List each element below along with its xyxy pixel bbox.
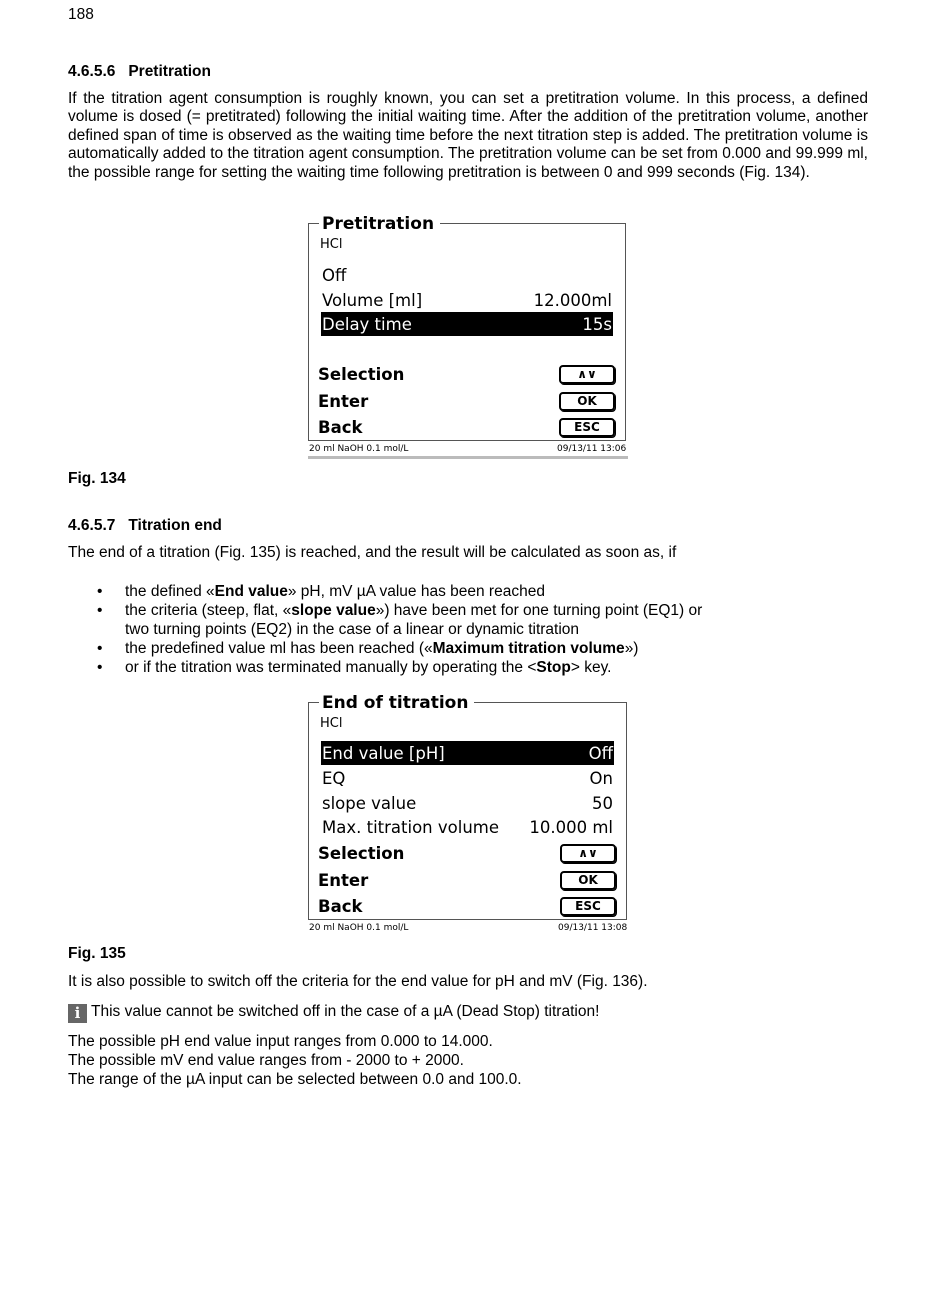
list-item: • or if the titration was terminated manually by operating the <Stop> key.: [97, 658, 877, 677]
esc-key[interactable]: ESC: [560, 897, 616, 916]
info-icon: i: [68, 1004, 87, 1023]
ua-range-text: The range of the µA input can be selected between 0.0 and 100.0.: [68, 1071, 522, 1088]
menu-item-slope-value[interactable]: [321, 791, 614, 815]
enter-label: Enter: [318, 870, 369, 890]
list-item: • the criteria (steep, flat, «slope value») have been met for one turning point (EQ1) or two turning points (EQ2) in the case of a linear or dynamic titration: [97, 601, 725, 639]
menu-item-volume[interactable]: [321, 288, 613, 312]
pretitration-paragraph: If the titration agent consumption is roughly known, you can set a pretitration volume. In this process, a defined volume is dosed (= pretitrated) following the initial waiting time. After the addition of the pretitration volume, another defined span of time is observed as the waiting time before the next titration step is added. The pretitration volume is automatically added to the titration agent consumption. The pretitration volume can be set from 0.000 and 99.999 ml, the possible range for setting the waiting time following pretitration is between 0 and 999 seconds (Fig. 134).: [68, 90, 868, 181]
up-down-arrows-key[interactable]: ∧∨: [559, 365, 615, 384]
screen-title: Pretitration: [319, 215, 440, 233]
menu-item-label: Volume [ml]: [322, 290, 423, 310]
selection-label: Selection: [318, 364, 405, 384]
status-reagent: 20 ml NaOH 0.1 mol/L: [309, 444, 409, 454]
info-note: [68, 1003, 599, 1023]
menu-item-value: 15s: [582, 314, 612, 334]
end-of-titration-screen: [308, 693, 627, 920]
menu-item-value: Off: [588, 743, 613, 763]
switch-off-text: It is also possible to switch off the criteria for the end value for pH and mV (Fig. 136).: [68, 973, 648, 990]
list-item: • the defined «End value» pH, mV µA value has been reached: [97, 582, 877, 601]
info-note-text: This value cannot be switched off in the case of a µA (Dead Stop) titration!: [91, 1003, 600, 1020]
menu-item-label: Off: [322, 265, 347, 285]
menu-item-value: 50: [592, 793, 613, 813]
menu-item-label: EQ: [322, 768, 346, 788]
menu-item-value: 12.000ml: [533, 290, 612, 310]
ph-range-text: The possible pH end value input ranges from 0.000 to 14.000.: [68, 1033, 493, 1050]
back-row: [318, 894, 616, 918]
screen-subtitle: HCl: [320, 716, 343, 731]
up-down-arrows-key[interactable]: ∧∨: [560, 844, 616, 863]
list-item: • the predefined value ml has been reached («Maximum titration volume»): [97, 639, 877, 658]
status-datetime: 09/13/11 13:06: [557, 444, 627, 454]
menu-item-value: On: [589, 768, 613, 788]
back-row: [318, 415, 615, 439]
enter-row: [318, 389, 615, 413]
section-heading-pretitration: 4.6.5.6 Pretitration: [68, 63, 211, 80]
menu-item-label: slope value: [322, 793, 417, 813]
menu-item-value: 10.000 ml: [529, 817, 613, 837]
section-heading-titration-end: 4.6.5.7 Titration end: [68, 517, 222, 534]
menu-item-label: Delay time: [322, 314, 412, 334]
menu-item-max-titration-volume[interactable]: [321, 815, 614, 839]
ok-key[interactable]: OK: [559, 392, 615, 411]
selection-row: [318, 841, 616, 865]
enter-row: [318, 868, 616, 892]
menu-item-delay-time[interactable]: [321, 312, 613, 336]
ok-key[interactable]: OK: [560, 871, 616, 890]
menu-item-eq[interactable]: [321, 766, 614, 790]
selection-label: Selection: [318, 843, 405, 863]
menu-item-label: Max. titration volume: [322, 817, 499, 837]
titration-end-intro: The end of a titration (Fig. 135) is reached, and the result will be calculated as soon as, if: [68, 544, 677, 561]
pretitration-screen: [308, 214, 626, 441]
back-label: Back: [318, 896, 363, 916]
menu-item-label: End value [pH]: [322, 743, 445, 763]
screen-subtitle: HCl: [320, 237, 343, 252]
selection-row: [318, 362, 615, 386]
titration-end-criteria-list: [97, 582, 877, 677]
back-label: Back: [318, 417, 363, 437]
mv-range-text: The possible mV end value ranges from - 2000 to + 2000.: [68, 1052, 464, 1069]
fig-135-caption: Fig. 135: [68, 945, 126, 962]
menu-item-end-value[interactable]: [321, 741, 614, 765]
page-number: 188: [68, 6, 94, 23]
esc-key[interactable]: ESC: [559, 418, 615, 437]
menu-item-off[interactable]: [321, 263, 613, 287]
status-bar-divider: [308, 456, 628, 459]
enter-label: Enter: [318, 391, 369, 411]
fig-134-caption: Fig. 134: [68, 470, 126, 487]
status-reagent: 20 ml NaOH 0.1 mol/L: [309, 923, 409, 933]
status-datetime: 09/13/11 13:08: [558, 923, 628, 933]
screen-title: End of titration: [319, 694, 474, 712]
